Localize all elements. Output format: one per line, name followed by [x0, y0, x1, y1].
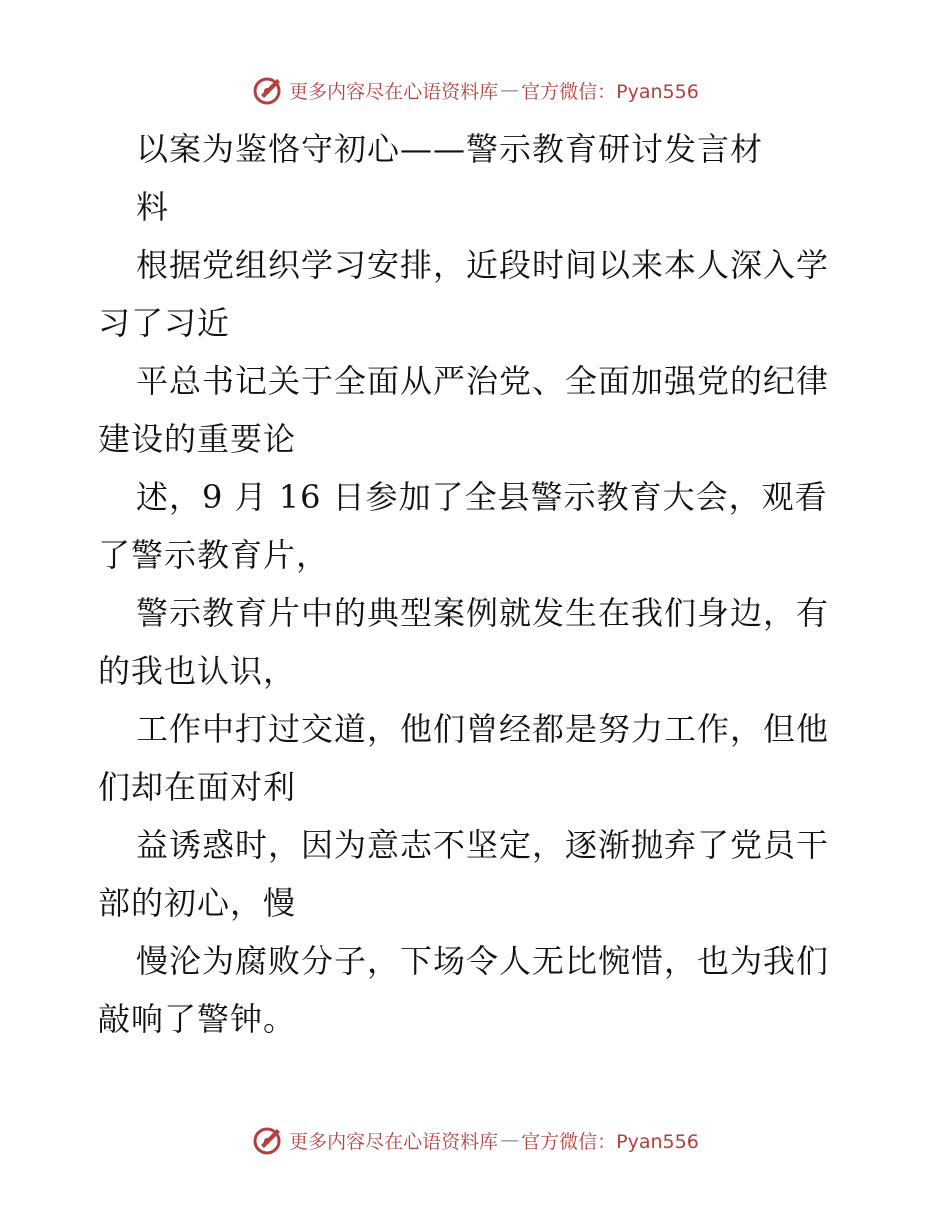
watermark-wechat-text: 官方微信：Pyan556: [521, 80, 699, 103]
doc-line-9: 警示教育片中的典型案例就发生在我们身边，有: [136, 594, 830, 632]
header-watermark: [0, 70, 950, 110]
doc-line-13: 益诱惑时，因为意志不坚定，逐渐抛弃了党员干: [136, 826, 830, 864]
doc-line-15: 慢沦为腐败分子，下场令人无比惋惜，也为我们: [136, 942, 830, 980]
quill-circle-icon: [251, 1123, 285, 1157]
watermark-text-group: [251, 73, 699, 107]
watermark-wechat-text: 官方微信：Pyan556: [521, 1130, 699, 1153]
watermark-separator: —: [500, 1129, 520, 1151]
doc-line-14: 部的初心，慢: [98, 884, 297, 922]
doc-line-1: 以案为鉴恪守初心——警示教育研讨发言材: [136, 130, 764, 168]
doc-line-16: 敲响了警钟。: [98, 1000, 297, 1038]
quill-circle-icon: [251, 73, 285, 107]
doc-line-11: 工作中打过交道，他们曾经都是努力工作，但他: [136, 710, 830, 748]
doc-line-2: 料: [136, 188, 170, 226]
doc-line-4: 习了习近: [98, 304, 231, 342]
doc-line-3: 根据党组织学习安排，近段时间以来本人深入学: [136, 246, 830, 284]
doc-line-8: 了警示教育片，: [98, 536, 330, 574]
watermark-separator: —: [500, 79, 520, 101]
doc-line-12: 们却在面对利: [98, 768, 297, 806]
doc-line-7: 述，9 月 16 日参加了全县警示教育大会，观看: [136, 478, 828, 516]
doc-line-10: 的我也认识，: [98, 652, 297, 690]
doc-line-5: 平总书记关于全面从严治党、全面加强党的纪律: [136, 362, 830, 400]
watermark-text-group: [251, 1123, 699, 1157]
document-body: [98, 120, 858, 1048]
watermark-site-text: 更多内容尽在心语资料库: [289, 1130, 499, 1153]
doc-line-6: 建设的重要论: [98, 420, 297, 458]
watermark-site-text: 更多内容尽在心语资料库: [289, 80, 499, 103]
footer-watermark: [0, 1120, 950, 1160]
